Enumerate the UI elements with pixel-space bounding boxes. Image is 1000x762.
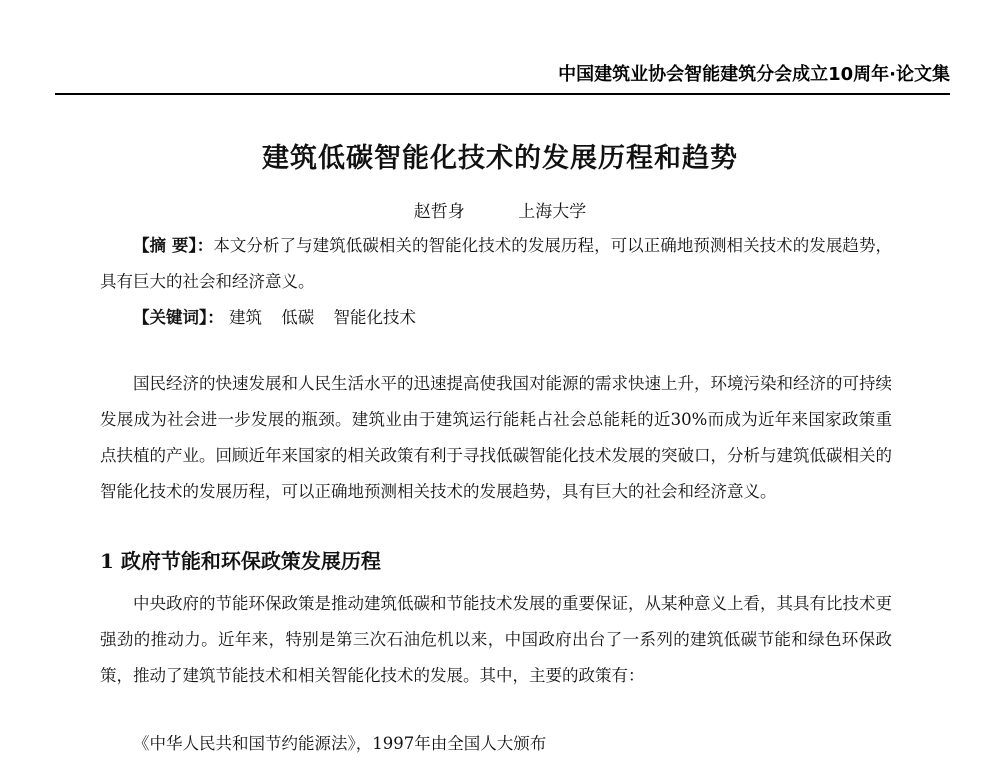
author-name: 赵哲身	[413, 202, 465, 222]
abstract-label: 【摘 要】：	[133, 236, 214, 255]
abstract-text: 本文分析了与建筑低碳相关的智能化技术的发展历程，可以正确地预测相关技术的发展趋势，具有巨大的社会和经济意义。	[100, 236, 893, 291]
header-rule	[55, 93, 950, 95]
abstract	[100, 228, 892, 300]
paper-title: 建筑低碳智能化技术的发展历程和趋势	[262, 143, 738, 174]
running-header: 中国建筑业协会智能建筑分会成立10周年·论文集	[558, 64, 950, 85]
partial-text-line: 《中华人民共和国节约能源法》，1997年由全国人大颁布	[133, 734, 547, 753]
keyword: 低碳	[281, 308, 315, 327]
keywords	[100, 300, 892, 336]
author-line	[0, 197, 1000, 222]
intro-paragraph: 国民经济的快速发展和人民生活水平的迅速提高使我国对能源的需求快速上升，环境污染和经济的可持续发展成为社会进一步发展的瓶颈。建筑业由于建筑运行能耗占社会总能耗的近30%而成为近年来国家政策重点扶植的产业。回顾近年来国家的相关政策有利于寻找低碳智能化技术发展的突破口，分析与建筑低碳相关的智能化技术的发展历程，可以正确地预测相关技术的发展趋势，具有巨大的社会和经济意义。	[100, 374, 892, 501]
keyword: 智能化技术	[333, 308, 416, 327]
section-heading: 1 政府节能和环保政策发展历程	[100, 549, 381, 573]
section-paragraph: 中央政府的节能环保政策是推动建筑低碳和节能技术发展的重要保证，从某种意义上看，其具有比技术更强劲的推动力。近年来，特别是第三次石油危机以来，中国政府出台了一系列的建筑低碳节能和绿色环保政策，推动了建筑节能技术和相关智能化技术的发展。其中，主要的政策有：	[100, 594, 892, 685]
author-affiliation: 上海大学	[518, 202, 587, 222]
keyword: 建筑	[229, 308, 262, 327]
keywords-label: 【关键词】：	[133, 308, 224, 327]
